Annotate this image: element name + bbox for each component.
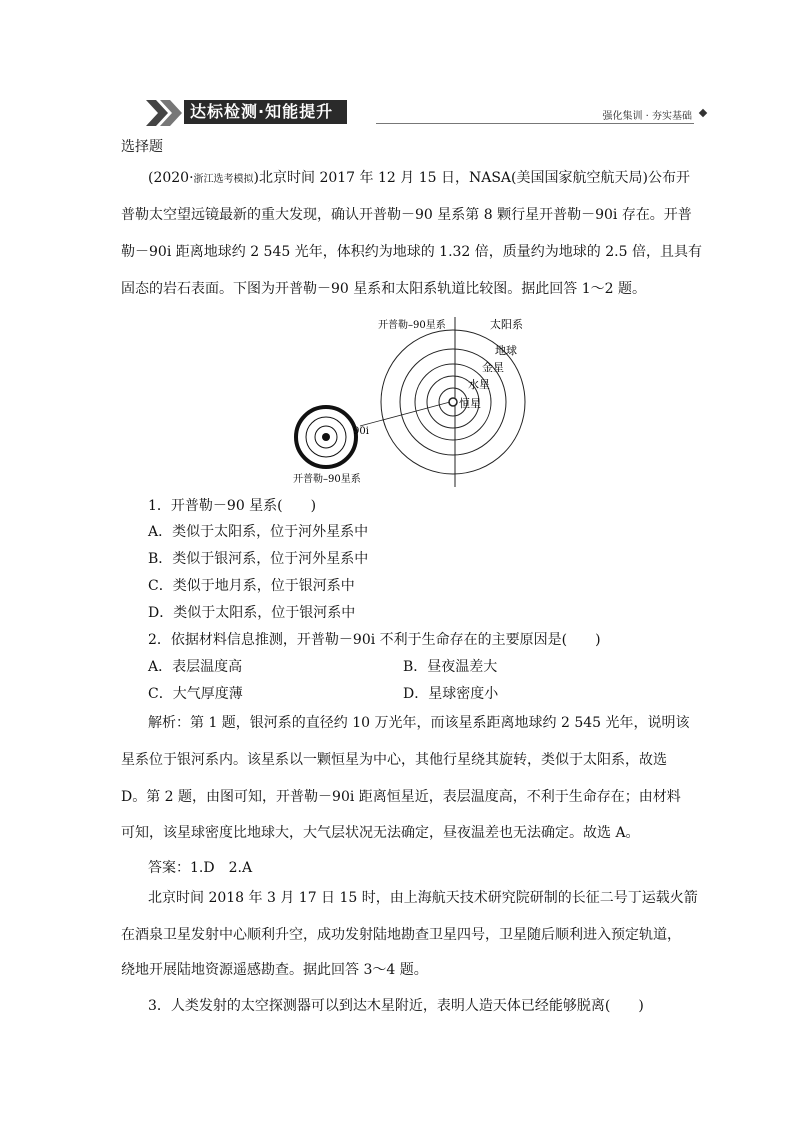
analysis-line4: 可知，该星球密度比地球大，大气层状况无法确定，昼夜温差也无法确定。故选 A。 bbox=[121, 825, 640, 841]
q1-option-a[interactable]: A．类似于太阳系，位于河外星系中 bbox=[148, 524, 369, 540]
diamond-icon bbox=[699, 109, 707, 117]
q1-option-b[interactable]: B．类似于银河系，位于河外星系中 bbox=[148, 551, 369, 567]
q3-stem: 3．人类发射的太空探测器可以到达木星附近，表明人造天体已经能够脱离( ) bbox=[148, 998, 644, 1014]
label-earth: 地球 bbox=[495, 344, 517, 357]
banner-title: 达标检测·知能提升 bbox=[184, 100, 347, 124]
q2-options-row1 bbox=[148, 657, 708, 677]
answer-line: 答案：1.D 2.A bbox=[148, 860, 253, 876]
passage2-line1: 北京时间 2018 年 3 月 17 日 15 时，由上海航天技术研究院研制的长征二号丁运载火箭 bbox=[148, 890, 698, 906]
label-90i: 90i bbox=[353, 426, 369, 437]
label-kepler-top: 开普勒–90星系 bbox=[378, 320, 446, 331]
orbit-comparison-diagram bbox=[285, 312, 545, 492]
q2-option-a[interactable]: A．表层温度高 bbox=[148, 659, 243, 675]
q2-option-d[interactable]: D．星球密度小 bbox=[403, 686, 499, 702]
label-mercury: 水星 bbox=[468, 378, 490, 391]
q2-stem: 2．依据材料信息推测，开普勒－90i 不利于生命存在的主要原因是( ) bbox=[148, 632, 601, 648]
passage1-line3: 勒－90i 距离地球约 2 545 光年，体积约为地球的 1.32 倍，质量约为地球的 2.5 倍，且具有 bbox=[121, 244, 702, 260]
q2-option-b[interactable]: B．昼夜温差大 bbox=[403, 659, 498, 675]
passage1-line1: (2020·浙江选考模拟)北京时间 2017 年 12 月 15 日，NASA(美国国家航空航天局)公布开 bbox=[148, 170, 690, 186]
banner-rule bbox=[376, 123, 694, 124]
analysis-line3: D。第 2 题，由图可知，开普勒－90i 距离恒星近，表层温度高，不利于生命存在；由材料 bbox=[121, 789, 681, 805]
analysis-line2: 星系位于银河系内。该星系以一颗恒星为中心，其他行星绕其旋转，类似于太阳系，故选 bbox=[121, 752, 667, 768]
label-star: 恒星 bbox=[459, 397, 481, 410]
q1-stem: 1．开普勒－90 星系( ) bbox=[148, 498, 317, 514]
star-center bbox=[449, 398, 457, 406]
kepler90i-inset bbox=[296, 407, 356, 467]
q2-option-c[interactable]: C．大气厚度薄 bbox=[148, 686, 243, 702]
passage2-line3: 绕地开展陆地资源遥感勘查。据此回答 3～4 题。 bbox=[121, 962, 428, 978]
analysis-line1: 解析：第 1 题，银河系的直径约 10 万光年，而该星系距离地球约 2 545 光年，说明该 bbox=[148, 715, 690, 731]
passage1-line4: 固态的岩石表面。下图为开普勒－90 星系和太阳系轨道比较图。据此回答 1～2 题。 bbox=[121, 281, 646, 297]
banner-right-tag: 强化集训 · 夯实基础 bbox=[602, 111, 692, 122]
source-name: 浙江选考模拟 bbox=[193, 174, 254, 185]
label-kepler-bottom: 开普勒–90星系 bbox=[293, 474, 361, 485]
label-venus: 金星 bbox=[482, 361, 504, 374]
passage1-line2: 普勒太空望远镜最新的重大发现，确认开普勒－90 星系第 8 颗行星开普勒－90i 存在。开普 bbox=[121, 207, 692, 223]
section-title: 选择题 bbox=[121, 139, 163, 155]
label-solar-system: 太阳系 bbox=[490, 318, 523, 331]
q1-option-d[interactable]: D．类似于太阳系，位于银河系中 bbox=[148, 605, 356, 621]
passage2-line2: 在酒泉卫星发射中心顺利升空，成功发射陆地勘查卫星四号，卫星随后顺利进入预定轨道， bbox=[121, 927, 681, 943]
chevron-arrows-icon bbox=[146, 100, 186, 126]
q2-options-row2 bbox=[148, 684, 708, 704]
section-banner bbox=[146, 98, 708, 128]
q1-option-c[interactable]: C．类似于地月系，位于银河系中 bbox=[148, 578, 355, 594]
